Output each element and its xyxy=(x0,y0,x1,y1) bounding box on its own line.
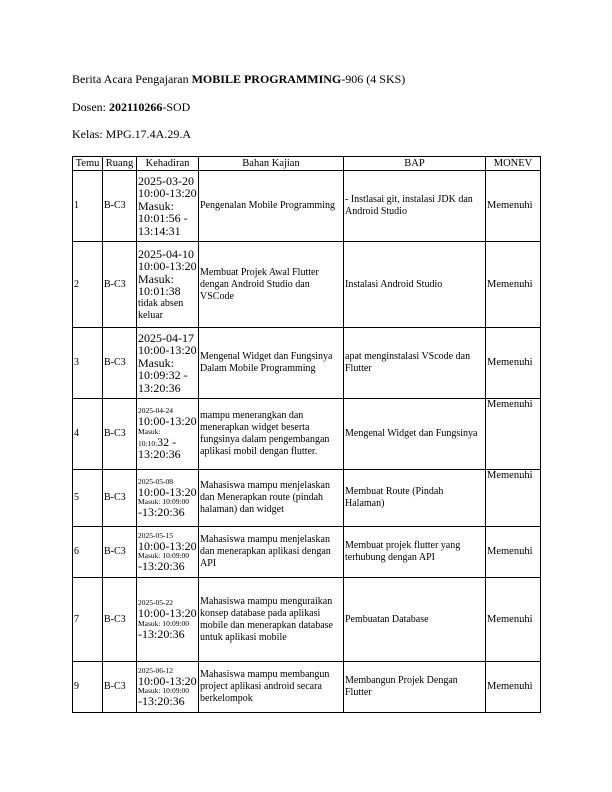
check-in-label: Masuk: xyxy=(138,271,174,286)
check-in-time: 10:09:32 - xyxy=(138,368,188,383)
check-in: Masuk: 10:09:00 xyxy=(138,497,190,506)
cell-bahan-kajian: Membuat Projek Awal Flutter dengan Android Studio dan VSCode xyxy=(199,242,344,328)
table-row xyxy=(73,242,541,328)
cell-temu: 5 xyxy=(73,470,103,527)
table-row xyxy=(73,662,541,713)
check-out-note: tidak absen keluar xyxy=(138,297,184,321)
check-in-time-part: 10:10: xyxy=(138,438,158,448)
cell-bap: Membuat projek flutter yang terhubung dengan API xyxy=(344,527,486,578)
check-in-time: 10:01:56 - xyxy=(138,211,188,226)
check-out-time: 13:20:36 xyxy=(138,380,181,395)
cell-bahan-kajian: Pengenalan Mobile Programming xyxy=(199,171,344,242)
schedule: 10:00-13:20 xyxy=(138,414,197,429)
cell-ruang: B-C3 xyxy=(103,328,137,399)
cell-monev: Memenuhi xyxy=(486,662,541,713)
check-out-time: -13:20:36 xyxy=(138,505,185,519)
cell-monev: Memenuhi xyxy=(486,242,541,328)
check-out-time: 13:14:31 xyxy=(138,223,181,238)
col-bahan-kajian: Bahan Kajian xyxy=(199,157,344,171)
check-in-time-part: 32 - xyxy=(157,434,177,449)
check-in-label: Masuk: xyxy=(138,198,174,213)
col-kehadiran: Kehadiran xyxy=(137,157,199,171)
date: 2025-05-08 xyxy=(138,476,173,486)
schedule: 10:00-13:20 xyxy=(138,259,197,273)
col-temu: Temu xyxy=(73,157,103,171)
cell-kehadiran xyxy=(137,527,199,578)
cell-bap: Mengenal Widget dan Fungsinya xyxy=(344,399,486,470)
cell-temu: 6 xyxy=(73,527,103,578)
cell-ruang: B-C3 xyxy=(103,527,137,578)
lecturer-suffix: -SOD xyxy=(162,100,191,114)
cell-bap: apat menginstalasi VScode dan Flutter xyxy=(344,328,486,399)
cell-ruang: B-C3 xyxy=(103,470,137,527)
date: 2025-03-20 xyxy=(138,173,194,188)
table-row xyxy=(73,399,541,470)
check-in-label: Masuk: xyxy=(138,355,174,370)
table-header-row xyxy=(73,157,541,171)
check-out-time: 13:20:36 xyxy=(138,447,181,462)
cell-bahan-kajian: Mahasiswa mampu menguraikan konsep database pada aplikasi mobile dan menerapkan database untuk aplikasi mobile xyxy=(199,578,344,662)
cell-monev: Memenuhi xyxy=(486,470,541,527)
cell-kehadiran xyxy=(137,328,199,399)
schedule: 10:00-13:20 xyxy=(138,484,197,499)
lecturer-id: 202110266 xyxy=(109,100,163,114)
date: 2025-04-17 xyxy=(138,330,194,345)
check-out-time: -13:20:36 xyxy=(138,626,185,641)
cell-monev: Memenuhi xyxy=(486,578,541,662)
schedule: 10:00-13:20 xyxy=(138,343,197,358)
class-line: Kelas: MPG.17.4A.29.A xyxy=(72,127,191,141)
cell-bap: Membuat Route (Pindah Halaman) xyxy=(344,470,486,527)
table-row xyxy=(73,470,541,527)
cell-monev: Memenuhi xyxy=(486,328,541,399)
date: 2025-05-15 xyxy=(138,530,173,540)
check-in-time: 10:01:38 xyxy=(138,284,181,298)
cell-bap: Instalasi Android Studio xyxy=(344,242,486,328)
col-monev: MONEV xyxy=(486,157,541,171)
table-row xyxy=(73,171,541,242)
cell-kehadiran xyxy=(137,242,199,328)
cell-monev: Memenuhi xyxy=(486,171,541,242)
date: 2025-04-10 xyxy=(138,246,194,261)
col-bap: BAP xyxy=(344,157,486,171)
cell-bahan-kajian: mampu menerangkan dan menerapkan widget beserta fungsinya dalam pengembangan aplikasi mobil dengan flutter. xyxy=(199,399,344,470)
cell-temu: 9 xyxy=(73,662,103,713)
table-row xyxy=(73,328,541,399)
course-name: MOBILE PROGRAMMING xyxy=(191,72,342,86)
schedule: 10:00-13:20 xyxy=(138,606,197,620)
cell-bahan-kajian: Mahasiswa mampu menjelaskan dan Menerapkan route (pindah halaman) dan widget xyxy=(199,470,344,527)
cell-kehadiran xyxy=(137,399,199,470)
cell-bap: Membangun Projek Dengan Flutter xyxy=(344,662,486,713)
cell-kehadiran xyxy=(137,171,199,242)
cell-temu: 3 xyxy=(73,328,103,399)
table-row xyxy=(73,578,541,662)
cell-bahan-kajian: Mengenal Widget dan Fungsinya Dalam Mobile Programming xyxy=(199,328,344,399)
cell-bap: Pembuatan Database xyxy=(344,578,486,662)
date: 2025-06-12 xyxy=(138,665,173,675)
schedule: 10:00-13:20 xyxy=(138,673,197,688)
title-suffix: -906 (4 SKS) xyxy=(341,72,406,86)
cell-bahan-kajian: Mahasiswa mampu membangun project aplikasi android secara berkelompok xyxy=(199,662,344,713)
check-out-time: -13:20:36 xyxy=(138,559,185,573)
cell-ruang: B-C3 xyxy=(103,399,137,470)
check-in-label: Masuk: xyxy=(138,426,161,436)
cell-temu: 4 xyxy=(73,399,103,470)
cell-ruang: B-C3 xyxy=(103,662,137,713)
cell-bahan-kajian: Mahasiswa mampu menjelaskan dan menerapkan aplikasi dengan API xyxy=(199,527,344,578)
cell-ruang: B-C3 xyxy=(103,578,137,662)
document-title xyxy=(72,72,405,86)
date: 2025-04-24 xyxy=(138,406,173,416)
check-in: Masuk: 10:09:00 xyxy=(138,686,190,695)
cell-ruang: B-C3 xyxy=(103,171,137,242)
check-in: Masuk: 10:09:00 xyxy=(138,618,190,628)
cell-temu: 1 xyxy=(73,171,103,242)
cell-monev: Memenuhi xyxy=(486,527,541,578)
lecturer-label: Dosen: xyxy=(72,100,109,114)
check-in: Masuk: 10:09:00 xyxy=(138,551,190,560)
cell-temu: 2 xyxy=(73,242,103,328)
lecturer-line xyxy=(72,100,190,114)
cell-temu: 7 xyxy=(73,578,103,662)
cell-kehadiran xyxy=(137,578,199,662)
cell-kehadiran xyxy=(137,662,199,713)
title-prefix: Berita Acara Pengajaran xyxy=(72,72,192,86)
cell-monev: Memenuhi xyxy=(486,399,541,470)
schedule: 10:00-13:20 xyxy=(138,538,197,553)
cell-ruang: B-C3 xyxy=(103,242,137,328)
cell-bap: - Instlasai git, instalasi JDK dan Android Studio xyxy=(344,171,486,242)
attendance-table xyxy=(72,156,541,713)
cell-kehadiran xyxy=(137,470,199,527)
date: 2025-05-22 xyxy=(138,598,173,607)
col-ruang: Ruang xyxy=(103,157,137,171)
check-out-time: -13:20:36 xyxy=(138,694,185,708)
schedule: 10:00-13:20 xyxy=(138,186,197,201)
table-row xyxy=(73,527,541,578)
